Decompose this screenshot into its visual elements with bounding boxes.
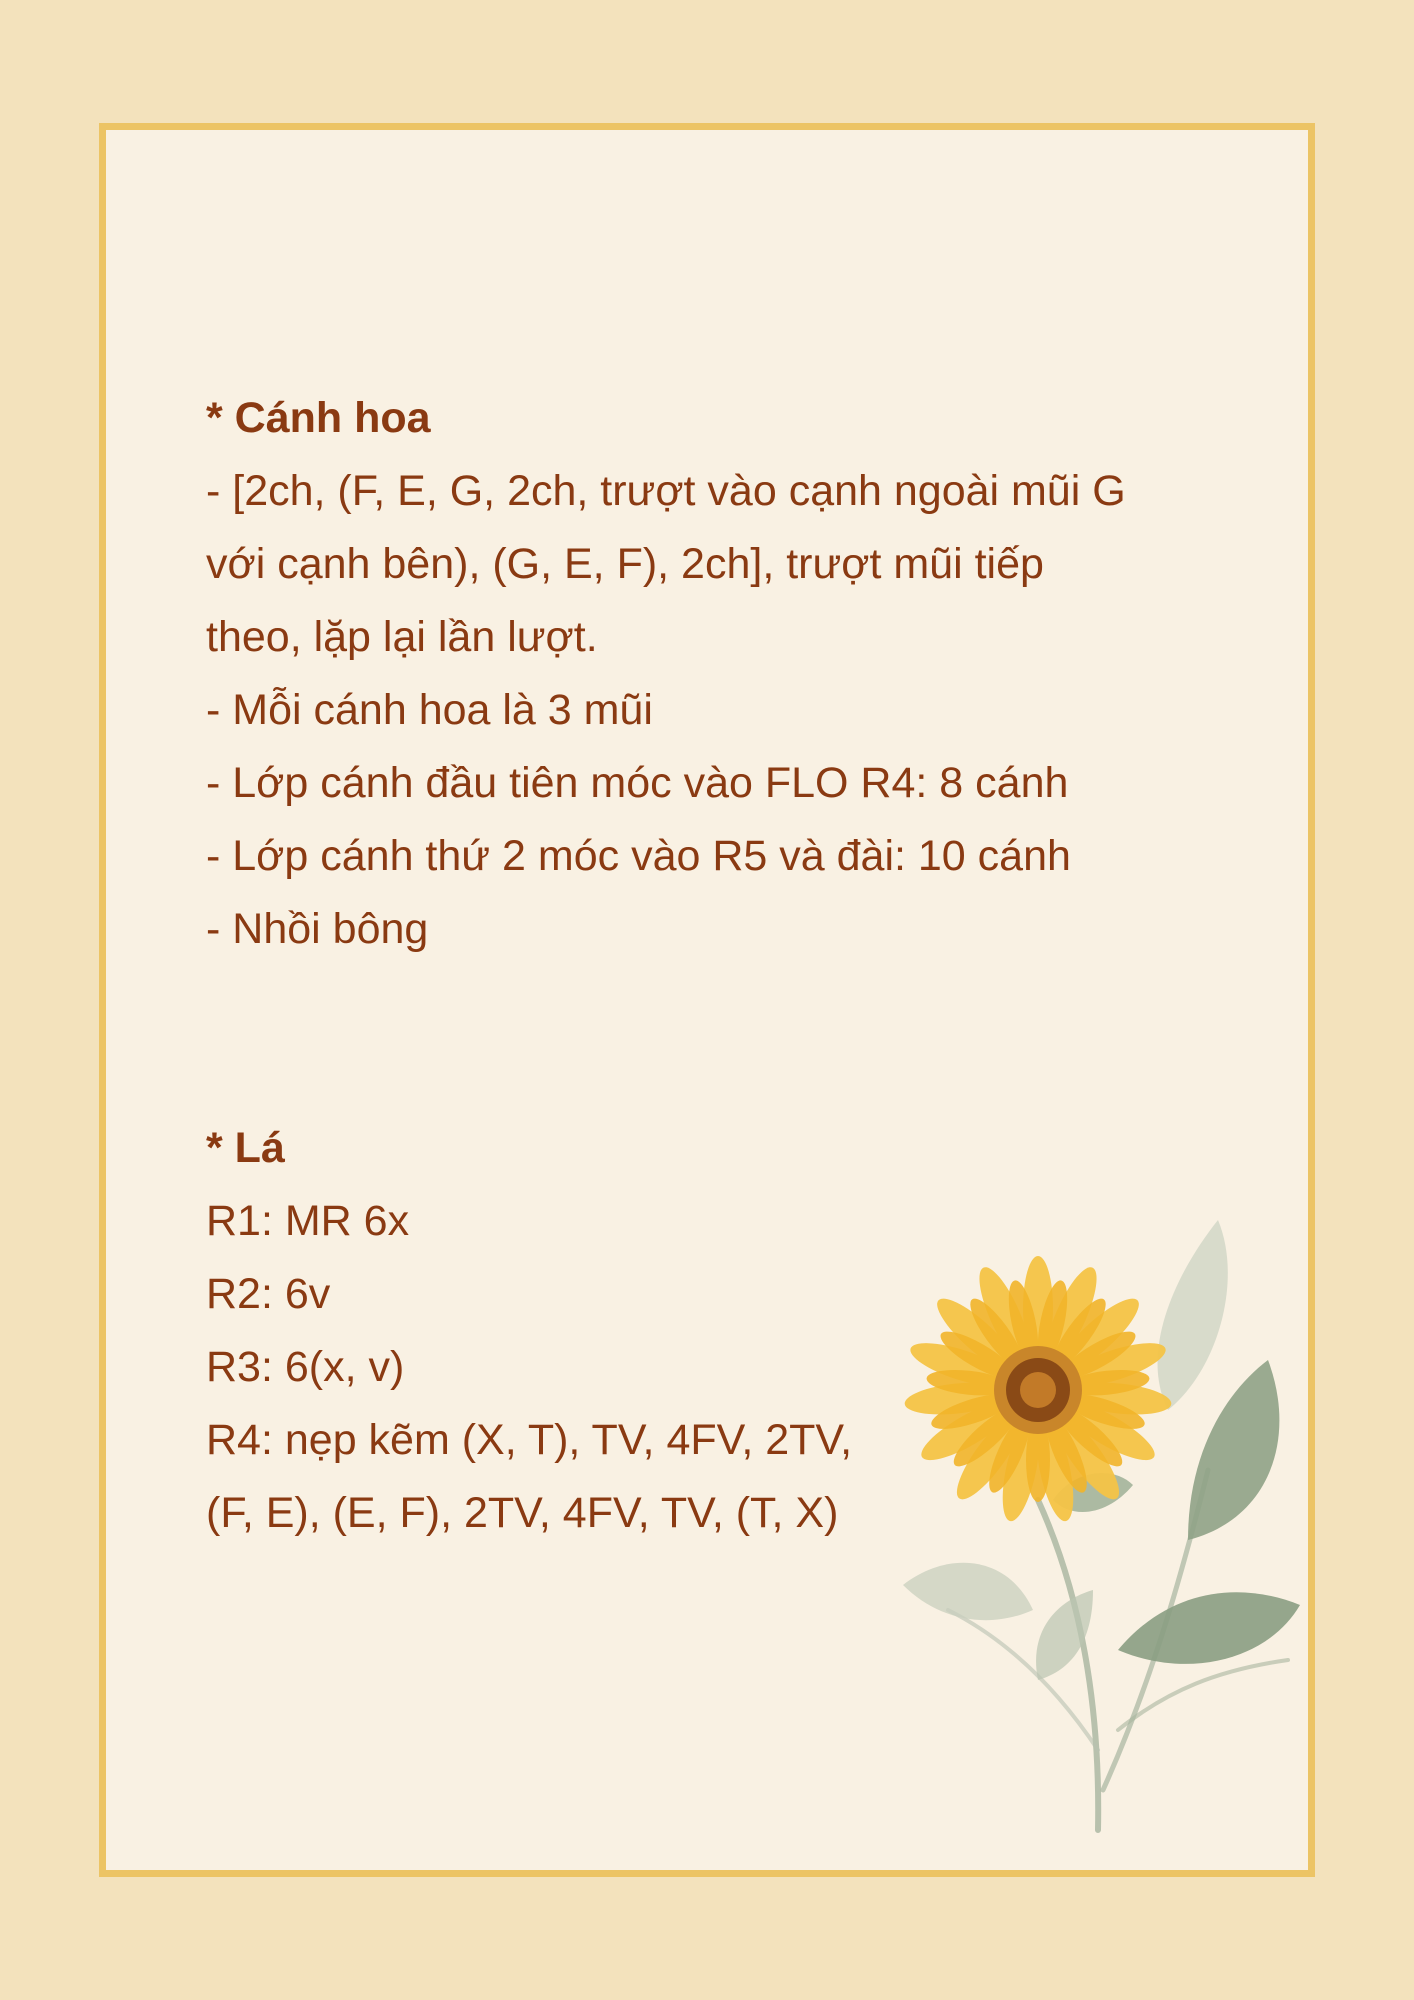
sunflower-illustration xyxy=(888,1210,1308,1850)
leaf-heading: * Lá xyxy=(206,1124,285,1172)
petals-line-7: - Nhồi bông xyxy=(206,905,429,953)
sunflower-head xyxy=(903,1256,1173,1524)
flower-center-inner xyxy=(1020,1372,1056,1408)
leaf-right-upper xyxy=(1188,1360,1279,1540)
leaf-line-2: R2: 6v xyxy=(206,1270,331,1318)
leaf-lower-right xyxy=(1118,1592,1300,1664)
leaf-left xyxy=(903,1563,1033,1620)
petals-line-5: - Lớp cánh đầu tiên móc vào FLO R4: 8 cánh xyxy=(206,759,1069,807)
recipe-card xyxy=(99,123,1315,1877)
petals-line-2: với cạnh bên), (G, E, F), 2ch], trượt mũi tiếp xyxy=(206,540,1044,588)
petals-line-4: - Mỗi cánh hoa là 3 mũi xyxy=(206,686,653,734)
leaf-line-3: R3: 6(x, v) xyxy=(206,1343,405,1391)
leaf-top xyxy=(1158,1220,1228,1410)
section-spacer xyxy=(206,966,1246,1112)
petals-line-6: - Lớp cánh thứ 2 móc vào R5 và đài: 10 cánh xyxy=(206,832,1071,880)
leaf-line-1: R1: MR 6x xyxy=(206,1197,410,1245)
petals-line-1: - [2ch, (F, E, G, 2ch, trượt vào cạnh ngoài mũi G xyxy=(206,467,1126,515)
petals-heading: * Cánh hoa xyxy=(206,394,431,442)
leaf-line-5: (F, E), (E, F), 2TV, 4FV, TV, (T, X) xyxy=(206,1489,839,1537)
leaf-line-4: R4: nẹp kẽm (X, T), TV, 4FV, 2TV, xyxy=(206,1416,853,1464)
petals-line-3: theo, lặp lại lần lượt. xyxy=(206,613,598,661)
